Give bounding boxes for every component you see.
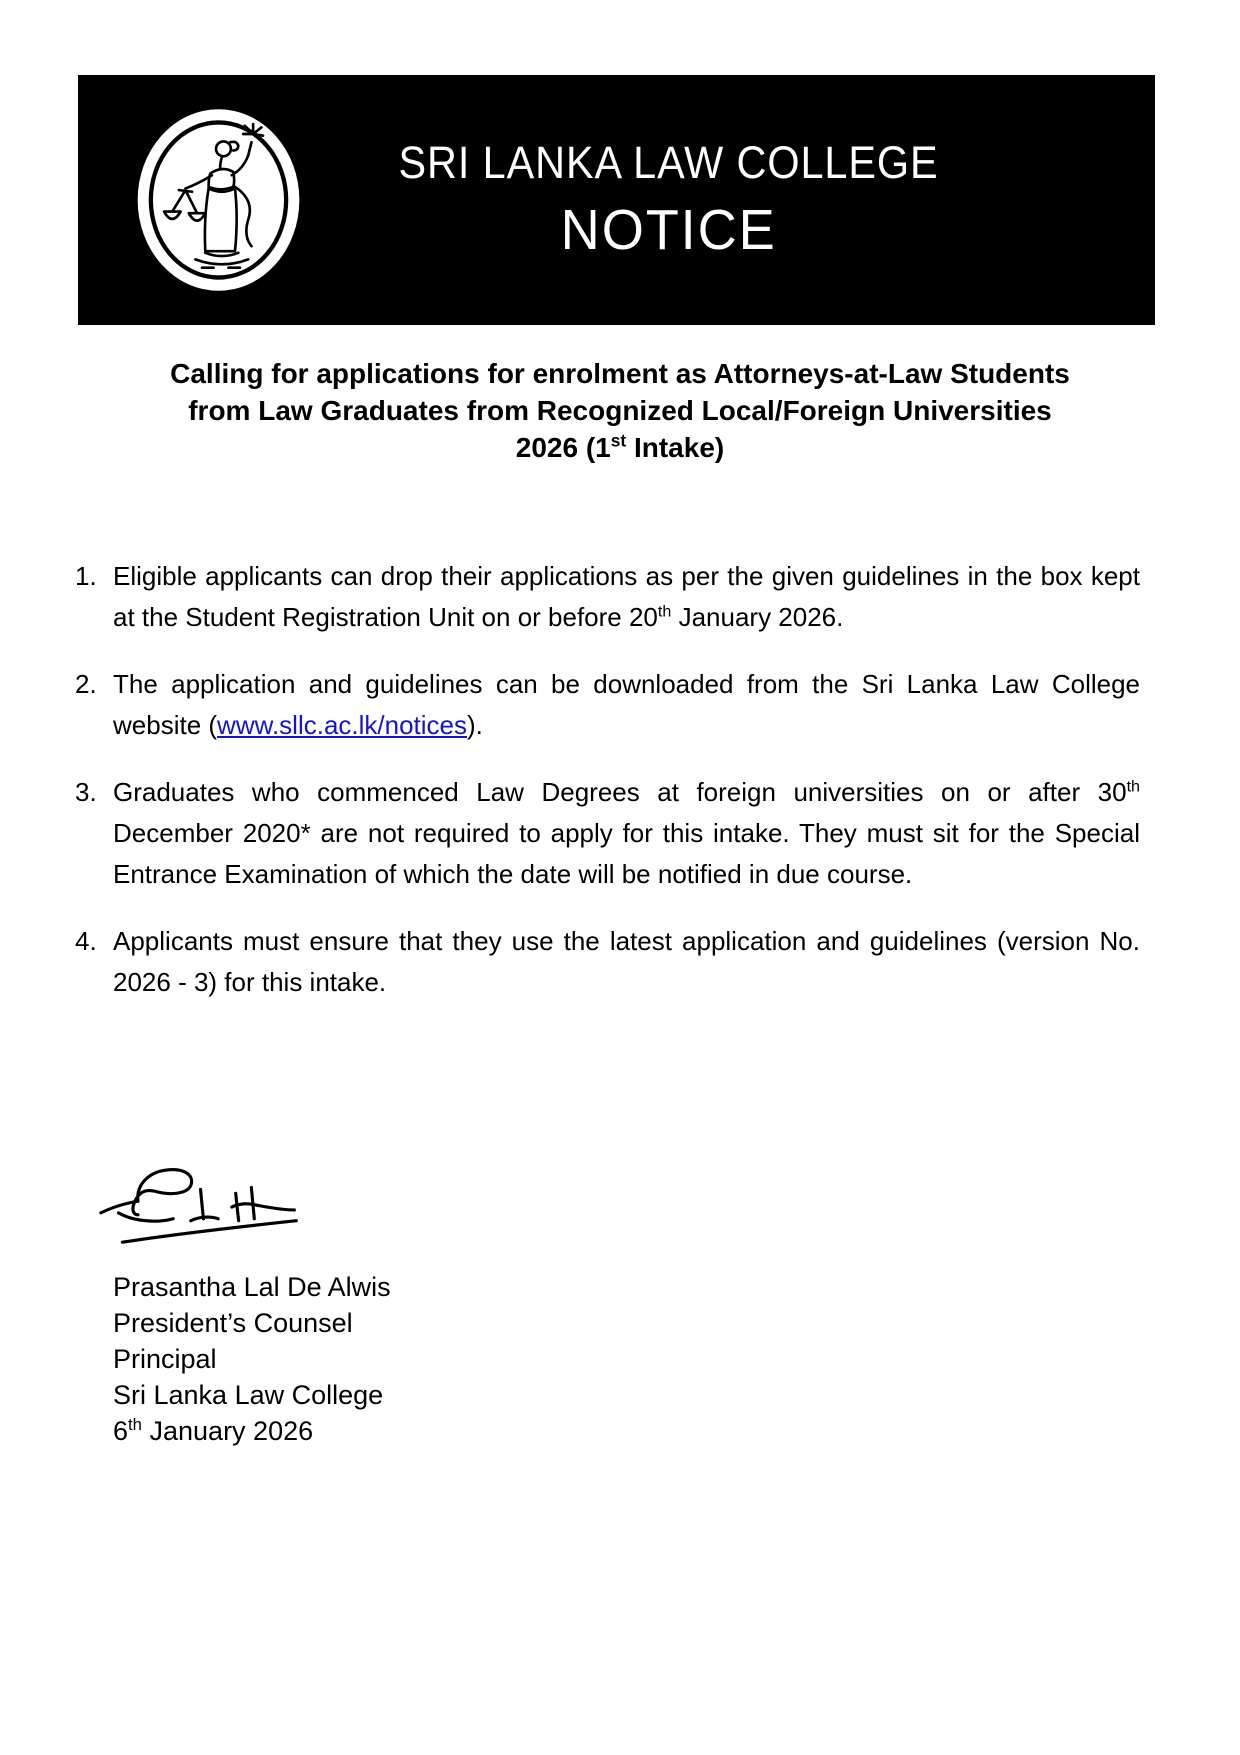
list-item — [75, 664, 1140, 746]
scales-of-justice-icon — [136, 107, 301, 293]
list-item-number: 3. — [75, 777, 97, 807]
signatory-role: Principal — [113, 1344, 217, 1374]
list-item — [75, 921, 1140, 1003]
list-item-text: The application and guidelines can be downloaded from the Sri Lanka Law College website (www.sllc.ac.lk/notices). — [113, 669, 1140, 740]
list-item-text: Applicants must ensure that they use the latest application and guidelines (version No. 2026 - 3) for this intake. — [113, 926, 1140, 997]
lady-justice-logo — [136, 107, 301, 293]
signature-image — [95, 1163, 310, 1255]
list-item — [75, 772, 1140, 895]
banner-text — [301, 137, 1155, 263]
superscript: st — [610, 430, 627, 451]
title-line-1: Calling for applications for enrolment as Attorneys-at-Law Students — [170, 358, 1070, 389]
list-item-number: 2. — [75, 669, 97, 699]
superscript: th — [1126, 777, 1140, 796]
title-line-3: 2026 (1st Intake) — [515, 430, 725, 463]
notices-link[interactable]: www.sllc.ac.lk/notices — [217, 710, 468, 740]
signatory-block — [113, 1269, 1240, 1449]
list-item-number: 1. — [75, 561, 97, 591]
list-item-text: Eligible applicants can drop their applications as per the given guidelines in the box kept at the Student Registration Unit on or before 20th January 2026. — [113, 561, 1140, 632]
signatory-organization: Sri Lanka Law College — [113, 1380, 384, 1410]
notice-date: 6th January 2026 — [113, 1415, 314, 1446]
superscript: th — [657, 602, 672, 621]
superscript: th — [128, 1415, 142, 1434]
signatory-name: Prasantha Lal De Alwis — [113, 1272, 391, 1302]
title-line-2: from Law Graduates from Recognized Local/Foreign Universities — [188, 395, 1052, 426]
list-item-number: 4. — [75, 926, 97, 956]
college-name: SRI LANKA LAW COLLEGE — [398, 137, 940, 188]
notice-title: NOTICE — [561, 198, 777, 262]
list-item-text: Graduates who commenced Law Degrees at foreign universities on or after 30th December 2020* are not required to apply for this intake. They must sit for the Special Entrance Examination of which the date will be notified in due course. — [113, 777, 1140, 889]
notice-list — [75, 556, 1140, 1003]
signatory-title: President’s Counsel — [113, 1308, 353, 1338]
list-item — [75, 556, 1140, 638]
document-title — [60, 355, 1180, 466]
header-banner — [78, 75, 1155, 325]
